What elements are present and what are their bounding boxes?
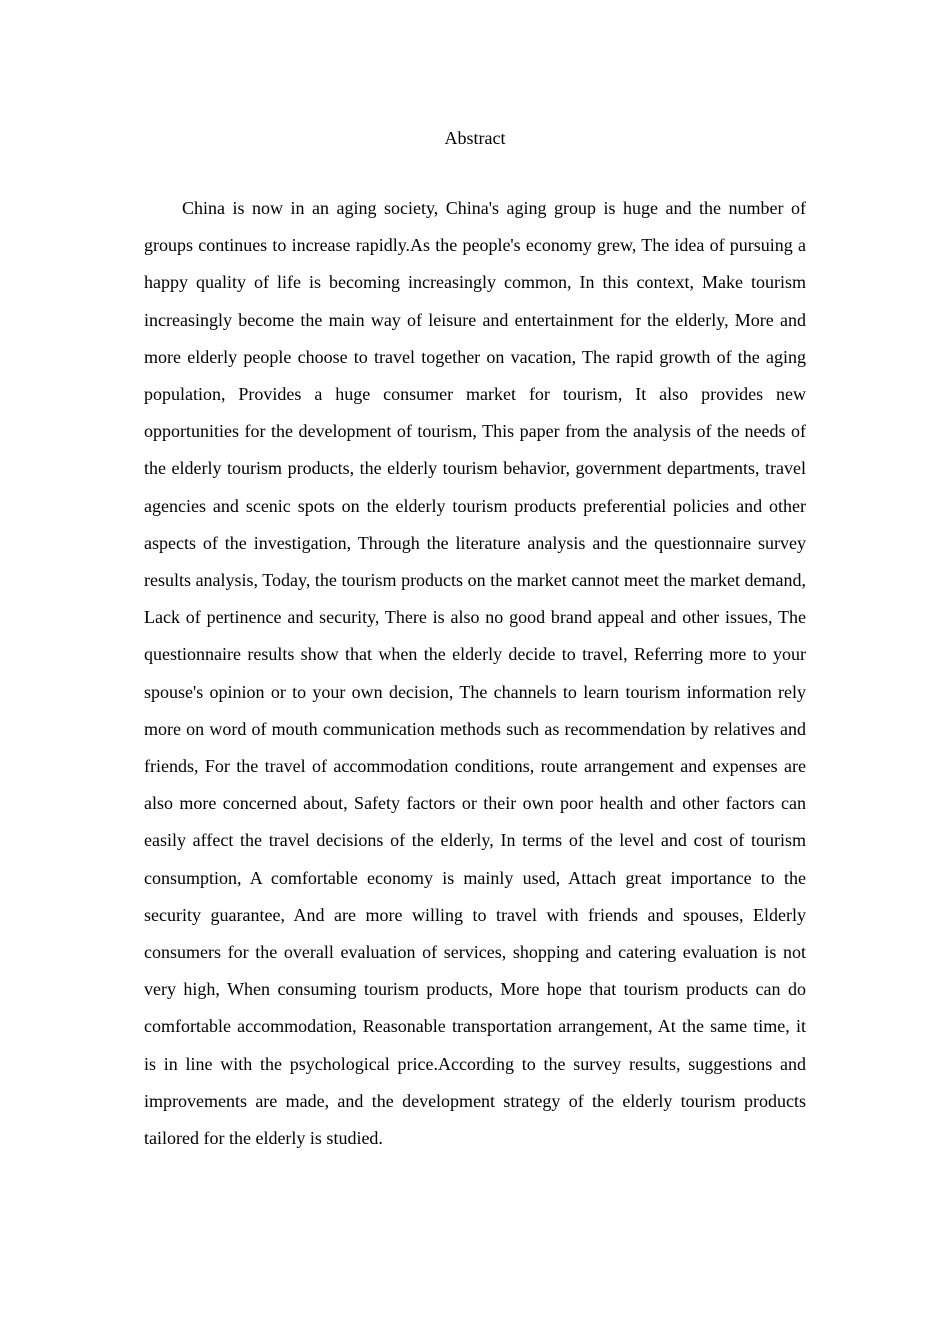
page-title: Abstract: [444, 128, 506, 148]
abstract-paragraph: China is now in an aging society, China's aging group is huge and the number of groups continues to increase rapidly.As the people's economy grew, The idea of pursuing a happy quality of life is becoming increasingly common, In this context, Make tourism increasingly become the main way of leisure and entertainment for the elderly, More and more elderly people choose to travel together on vacation, The rapid growth of the aging population, Provides a huge consumer market for tourism, It also provides new opportunities for the development of tourism, This paper from the analysis of the needs of the elderly tourism products, the elderly tourism behavior, government departments, travel agencies and scenic spots on the elderly tourism products preferential policies and other aspects of the investigation, Through the literature analysis and the questionnaire survey results analysis, Today, the tourism products on the market cannot meet the market demand, Lack of pertinence and security, There is also no good brand appeal and other issues, The questionnaire results show that when the elderly decide to travel, Referring more to your spouse's opinion or to your own decision, The channels to learn tourism information rely more on word of mouth communication methods such as recommendation by relatives and friends, For the travel of accommodation conditions, route arrangement and expenses are also more concerned about, Safety factors or their own poor health and other factors can easily affect the travel decisions of the elderly, In terms of the level and cost of tourism consumption, A comfortable economy is mainly used, Attach great importance to the security guarantee, And are more willing to travel with friends and spouses, Elderly consumers for the overall evaluation of services, shopping and catering evaluation is not very high, When consuming tourism products, More hope that tourism products can do comfortable accommodation, Reasonable transportation arrangement, At the same time, it is in line with the psychological price.According to the survey results, suggestions and improvements are made, and the development strategy of the elderly tourism products tailored for the elderly is studied.: [144, 198, 806, 1149]
